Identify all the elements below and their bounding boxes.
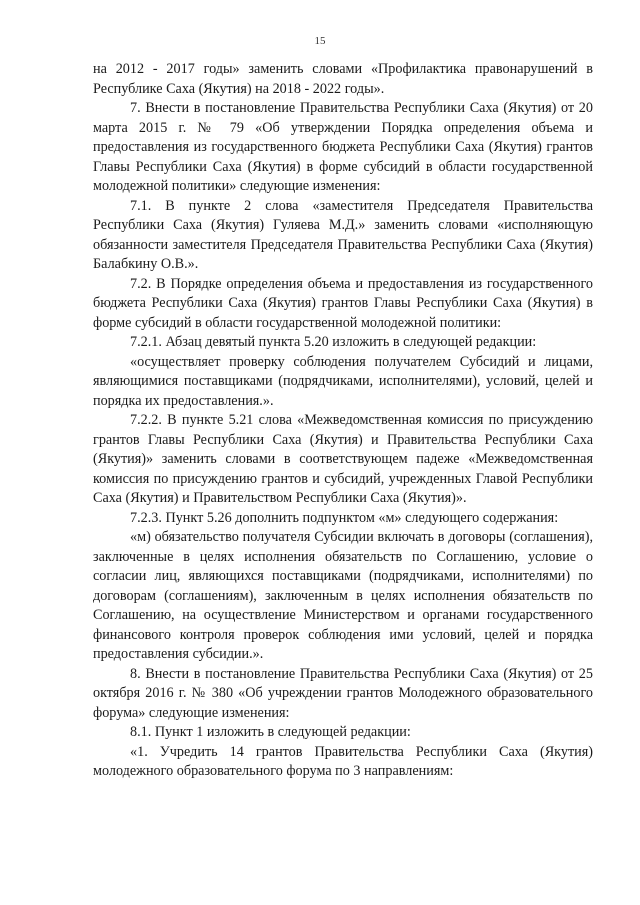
paragraph-item-7-2: 7.2. В Порядке определения объема и предоставления из государственного бюджета Республики Саха (Якутия) грантов Главы Республики Саха (Якутия) в форме субсидий в области государственной молодежной политики: <box>93 275 593 331</box>
document-body <box>93 60 593 782</box>
paragraph-item-7: 7. Внести в постановление Правительства Республики Саха (Якутия) от 20 марта 2015 г. № 79 «Об утверждении Порядка определения объема и предоставления из государственного бюджета Республики Саха (Якутия) грантов Главы Республики Саха (Якутия) в форме субсидий в области государственной молодежной политики» следующие изменения: <box>93 100 593 194</box>
paragraph-item-8-1: 8.1. Пункт 1 изложить в следующей редакции: <box>130 724 411 740</box>
paragraph-continuation: на 2012 - 2017 годы» заменить словами «Профилактика правонарушений в Республике Саха (Якутия) на 2018 - 2022 годы». <box>93 61 593 97</box>
paragraph-item-7-2-2: 7.2.2. В пункте 5.21 слова «Межведомственная комиссия по присуждению грантов Главы Республики Саха (Якутия) и Правительства Республики Саха (Якутия)» заменить словами в соответствующем падеже «Межведомственная комиссия по присуждению грантов и субсидий, учрежденных Главой Республики Саха (Якутия) и Правительством Республики Саха (Якутия)». <box>93 412 593 506</box>
paragraph-quote-7-2-3: «м) обязательство получателя Субсидии включать в договоры (соглашения), заключенные в целях исполнения обязательств по Соглашению, условие о согласии лиц, являющихся поставщиками (подрядчиками, исполнителями) по договорам (соглашениям), заключенным в целях исполнения обязательств по Соглашению, на осуществление Министерством и органами государственного финансового контроля проверок соблюдения ими условий, целей и порядка предоставления субсидии.». <box>93 529 593 662</box>
paragraph-item-7-1: 7.1. В пункте 2 слова «заместителя Председателя Правительства Республики Саха (Якутия) Гуляева М.Д.» заменить словами «исполняющую обязанности заместителя Председателя Правительства Республики Саха (Якутия) Балабкину О.В.». <box>93 197 593 272</box>
paragraph-quote-7-2-1: «осуществляет проверку соблюдения получателем Субсидий и лицами, являющимися поставщиками (подрядчиками, исполнителями), условий, целей и порядка их предоставления.». <box>93 353 593 409</box>
paragraph-item-8: 8. Внести в постановление Правительства Республики Саха (Якутия) от 25 октября 2016 г. № 380 «Об учреждении грантов Молодежного образовательного форума» следующие изменения: <box>93 665 593 721</box>
paragraph-item-7-2-3: 7.2.3. Пункт 5.26 дополнить подпунктом «м» следующего содержания: <box>130 509 559 526</box>
page-number: 15 <box>314 35 326 47</box>
paragraph-item-7-2-1: 7.2.1. Абзац девятый пункта 5.20 изложить в следующей редакции: <box>130 334 537 350</box>
paragraph-quote-8-1: «1. Учредить 14 грантов Правительства Республики Саха (Якутия) молодежного образовательного форума по 3 направлениям: <box>93 743 593 779</box>
